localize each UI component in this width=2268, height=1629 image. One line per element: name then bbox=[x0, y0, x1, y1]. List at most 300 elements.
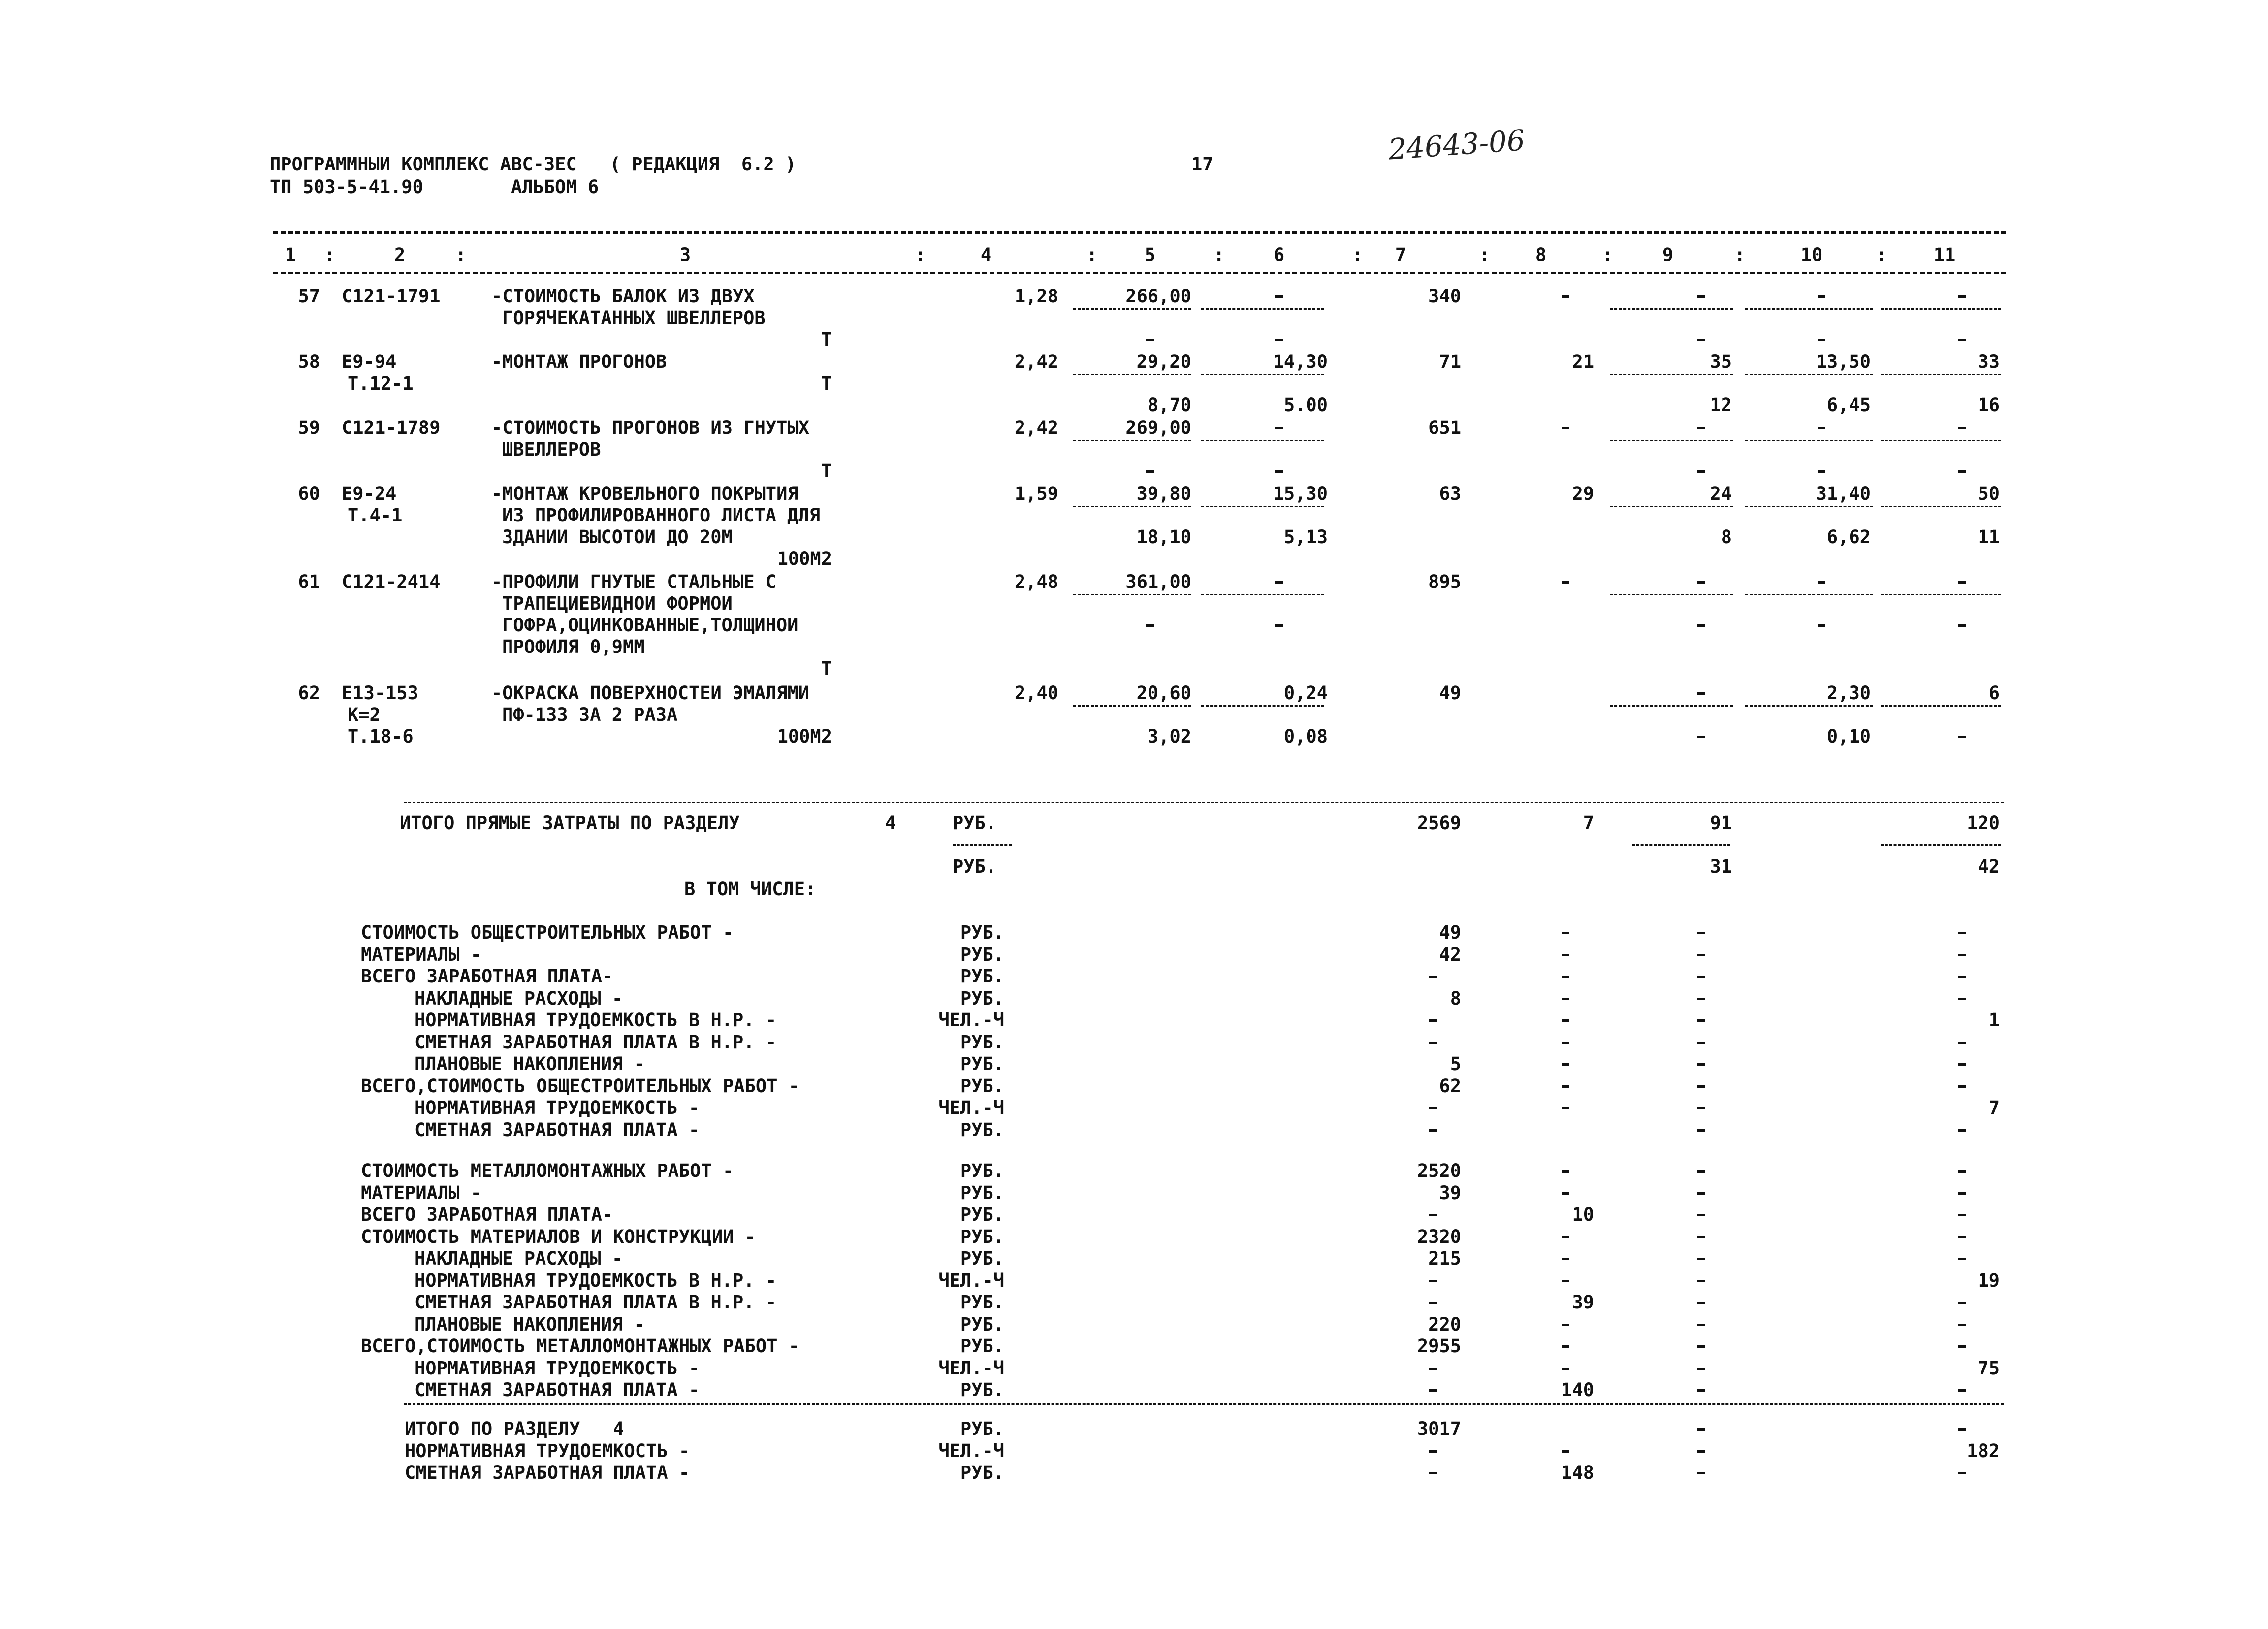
column-separator: : bbox=[1876, 244, 1887, 265]
breakdown-label: СМЕТНАЯ ЗАРАБОТНАЯ ПЛАТА - bbox=[415, 1119, 700, 1140]
cell-underline bbox=[1610, 506, 1733, 507]
cell-underline bbox=[1201, 308, 1324, 310]
cell-underline bbox=[1745, 506, 1873, 507]
unit-cost: 266,00 bbox=[1125, 286, 1191, 307]
total-cost: 895 bbox=[1428, 571, 1461, 592]
breakdown-column-9-dash bbox=[1697, 1085, 1705, 1088]
breakdown-total-dash bbox=[1429, 1389, 1437, 1392]
breakdown-column-9-dash bbox=[1697, 1280, 1705, 1282]
breakdown-total-dash bbox=[1429, 1129, 1437, 1132]
breakdown-total-dash bbox=[1429, 1280, 1437, 1282]
breakdown-label: НАКЛАДНЫЕ РАСХОДЫ - bbox=[415, 1248, 623, 1269]
total-cost: 651 bbox=[1428, 417, 1461, 438]
total-cost: 340 bbox=[1428, 286, 1461, 307]
cell-underline bbox=[1745, 594, 1873, 595]
column-separator: : bbox=[324, 244, 335, 265]
row-number: 58 bbox=[298, 351, 320, 372]
resource-code: С121-1789 bbox=[342, 417, 441, 438]
work-description: ТРАПЕЦИЕВИДНОИ ФОРМОИ bbox=[502, 593, 733, 614]
cell-underline bbox=[1881, 440, 2001, 441]
cell-underline bbox=[1073, 705, 1191, 707]
column-separator: : bbox=[1086, 244, 1098, 265]
section-total-column-11-dash bbox=[1958, 1428, 1966, 1431]
table-top-rule bbox=[273, 231, 2006, 234]
breakdown-label: СМЕТНАЯ ЗАРАБОТНАЯ ПЛАТА В Н.Р. - bbox=[415, 1292, 777, 1313]
column-10-wages: 6,45 bbox=[1826, 394, 1871, 416]
resource-code: К=2 bbox=[348, 704, 381, 725]
breakdown-unit: РУБ. bbox=[960, 1379, 1004, 1401]
resource-code: С121-2414 bbox=[342, 571, 441, 592]
column-9-value-dash bbox=[1697, 692, 1705, 695]
section-total-column-9-dash bbox=[1697, 1472, 1705, 1474]
breakdown-column-11-dash bbox=[1958, 1345, 1966, 1348]
quantity: 2,48 bbox=[1014, 571, 1058, 592]
resource-code: Т.18-6 bbox=[348, 726, 414, 747]
program-title: ПРОГРАММНЫИ КОМПЛЕКС АВС-3ЕС ( РЕДАКЦИЯ 6.2 ) bbox=[270, 154, 797, 175]
breakdown-column-9-dash bbox=[1697, 954, 1705, 956]
measure-unit: Т bbox=[821, 460, 832, 482]
breakdown-operation: 10 bbox=[1572, 1204, 1594, 1225]
work-description: ШВЕЛЛЕРОВ bbox=[502, 439, 601, 460]
column-number-1: 1 bbox=[285, 244, 296, 265]
breakdown-column-11-dash bbox=[1958, 1042, 1966, 1044]
unit-operation-wages: 5,13 bbox=[1283, 526, 1328, 548]
cell-underline bbox=[1881, 705, 2001, 707]
cell-underline bbox=[1881, 374, 2001, 375]
breakdown-column-9-dash bbox=[1697, 998, 1705, 1000]
breakdown-label: ВСЕГО,СТОИМОСТЬ МЕТАЛЛОМОНТАЖНЫХ РАБОТ - bbox=[361, 1336, 800, 1357]
breakdown-total: 49 bbox=[1439, 922, 1461, 943]
breakdown-column-11: 19 bbox=[1978, 1270, 2000, 1291]
breakdown-label: НОРМАТИВНАЯ ТРУДОЕМКОСТЬ В Н.Р. - bbox=[415, 1270, 777, 1291]
unit-cost-wages: 18,10 bbox=[1136, 526, 1191, 548]
including-heading: В ТОМ ЧИСЛЕ: bbox=[684, 879, 816, 900]
cell-underline bbox=[953, 844, 1012, 846]
breakdown-label: ВСЕГО ЗАРАБОТНАЯ ПЛАТА- bbox=[361, 1204, 613, 1225]
column-11-value: 33 bbox=[1978, 351, 2000, 372]
breakdown-total-dash bbox=[1429, 1042, 1437, 1044]
column-number-2: 2 bbox=[394, 244, 406, 265]
unit-operation-wages-dash bbox=[1275, 339, 1283, 341]
breakdown-unit: РУБ. bbox=[960, 1075, 1004, 1097]
breakdown-column-9-dash bbox=[1697, 1302, 1705, 1304]
section-total-column-9-dash bbox=[1697, 1450, 1705, 1453]
column-9-value-dash bbox=[1697, 295, 1705, 298]
operation-cost: 21 bbox=[1572, 351, 1594, 372]
breakdown-column-9-dash bbox=[1697, 1214, 1705, 1216]
column-separator: : bbox=[1602, 244, 1613, 265]
breakdown-unit: РУБ. bbox=[960, 1053, 1004, 1075]
breakdown-total: 5 bbox=[1450, 1053, 1461, 1075]
breakdown-total-dash bbox=[1429, 1302, 1437, 1304]
work-description: ПРОФИЛЯ 0,9ММ bbox=[502, 636, 645, 657]
breakdown-operation-dash bbox=[1562, 1345, 1569, 1348]
breakdown-operation-dash bbox=[1562, 1019, 1569, 1022]
cell-underline bbox=[1610, 308, 1733, 310]
unit-cost-wages: 8,70 bbox=[1147, 394, 1191, 416]
breakdown-operation-dash bbox=[1562, 1280, 1569, 1282]
total-cost: 71 bbox=[1439, 351, 1461, 372]
breakdown-operation-dash bbox=[1562, 1236, 1569, 1238]
breakdown-operation-dash bbox=[1562, 1258, 1569, 1260]
breakdown-total: 39 bbox=[1439, 1182, 1461, 1204]
breakdown-operation-dash bbox=[1562, 932, 1569, 934]
breakdown-total: 42 bbox=[1439, 944, 1461, 965]
column-10-value: 2,30 bbox=[1826, 683, 1871, 704]
column-9-wages-dash bbox=[1697, 339, 1705, 341]
column-separator: : bbox=[455, 244, 467, 265]
breakdown-unit: РУБ. bbox=[960, 922, 1004, 943]
breakdown-unit: РУБ. bbox=[960, 1313, 1004, 1335]
section-total-label: НОРМАТИВНАЯ ТРУДОЕМКОСТЬ - bbox=[405, 1440, 690, 1462]
breakdown-label: НОРМАТИВНАЯ ТРУДОЕМКОСТЬ - bbox=[415, 1097, 700, 1118]
work-description: -МОНТАЖ КРОВЕЛЬНОГО ПОКРЫТИЯ bbox=[491, 483, 799, 504]
page-number: 17 bbox=[1191, 154, 1214, 175]
resource-code: Е13-153 bbox=[342, 683, 418, 704]
breakdown-column-9-dash bbox=[1697, 976, 1705, 978]
breakdown-operation-dash bbox=[1562, 1170, 1569, 1173]
resource-code: С121-1791 bbox=[342, 286, 441, 307]
breakdown-label: ВСЕГО,СТОИМОСТЬ ОБЩЕСТРОИТЕЛЬНЫХ РАБОТ - bbox=[361, 1075, 800, 1097]
unit-cost-wages-dash bbox=[1146, 339, 1154, 341]
unit-cost: 269,00 bbox=[1125, 417, 1191, 438]
resource-code: Е9-94 bbox=[342, 351, 397, 372]
column-separator: : bbox=[1479, 244, 1490, 265]
cell-underline bbox=[1881, 506, 2001, 507]
column-11-wages-dash bbox=[1958, 470, 1966, 473]
column-10-wages-dash bbox=[1818, 470, 1825, 473]
column-separator: : bbox=[915, 244, 926, 265]
cell-underline bbox=[1073, 374, 1191, 375]
totals-column-9: 91 bbox=[1710, 813, 1732, 834]
measure-unit: 100М2 bbox=[777, 726, 832, 747]
breakdown-operation: 140 bbox=[1561, 1379, 1594, 1401]
quantity: 1,28 bbox=[1014, 286, 1058, 307]
cell-underline bbox=[1610, 374, 1733, 375]
cell-underline bbox=[1073, 594, 1191, 595]
breakdown-column-9-dash bbox=[1697, 1063, 1705, 1066]
unit-operation-wages-dash bbox=[1275, 470, 1283, 473]
work-description: -ОКРАСКА ПОВЕРХНОСТЕИ ЭМАЛЯМИ bbox=[491, 683, 810, 704]
cell-underline bbox=[1201, 374, 1324, 375]
column-11-value: 6 bbox=[1988, 683, 2000, 704]
resource-code: Т.12-1 bbox=[348, 373, 414, 394]
totals-label: ИТОГО ПРЯМЫЕ ЗАТРАТЫ ПО РАЗДЕЛУ bbox=[400, 813, 740, 834]
totals-unit: РУБ. bbox=[953, 813, 997, 834]
section-total-label: ИТОГО ПО РАЗДЕЛУ 4 bbox=[405, 1418, 624, 1439]
section-total-column-11-dash bbox=[1958, 1472, 1966, 1474]
breakdown-operation-dash bbox=[1562, 1192, 1569, 1195]
measure-unit: Т bbox=[821, 329, 832, 350]
column-9-wages-dash bbox=[1697, 470, 1705, 473]
breakdown-column-11-dash bbox=[1958, 1324, 1966, 1326]
totals-column-11-wages: 42 bbox=[1978, 856, 2000, 877]
quantity: 1,59 bbox=[1014, 483, 1058, 504]
cell-underline bbox=[1610, 705, 1733, 707]
column-9-value-dash bbox=[1697, 581, 1705, 584]
row-number: 59 bbox=[298, 417, 320, 438]
totals-top-rule bbox=[404, 802, 2004, 803]
breakdown-total: 2955 bbox=[1417, 1336, 1461, 1357]
column-11-value-dash bbox=[1958, 295, 1966, 298]
handwritten-document-code: 24643-06 bbox=[1387, 123, 1526, 166]
column-11-wages: 16 bbox=[1978, 394, 2000, 416]
breakdown-total: 2520 bbox=[1417, 1160, 1461, 1181]
breakdown-column-9-dash bbox=[1697, 1324, 1705, 1326]
column-9-value: 24 bbox=[1710, 483, 1732, 504]
cell-underline bbox=[1745, 705, 1873, 707]
work-description: ГОРЯЧЕКАТАННЫХ ШВЕЛЛЕРОВ bbox=[502, 307, 766, 328]
breakdown-column-11-dash bbox=[1958, 1192, 1966, 1195]
unit-operation-cost-dash bbox=[1275, 427, 1283, 429]
breakdown-column-9-dash bbox=[1697, 1389, 1705, 1392]
column-10-value-dash bbox=[1818, 581, 1825, 584]
column-9-wages: 8 bbox=[1721, 526, 1732, 548]
breakdown-column-11: 1 bbox=[1988, 1010, 2000, 1031]
column-number-3: 3 bbox=[679, 244, 691, 265]
breakdown-column-11-dash bbox=[1958, 932, 1966, 934]
unit-cost-wages-dash bbox=[1146, 470, 1154, 473]
section-total-column-9-dash bbox=[1697, 1428, 1705, 1431]
column-10-value: 31,40 bbox=[1816, 483, 1871, 504]
breakdown-unit: РУБ. bbox=[960, 944, 1004, 965]
breakdown-column-9-dash bbox=[1697, 1170, 1705, 1173]
breakdown-column-11: 7 bbox=[1988, 1097, 2000, 1118]
unit-operation-cost-dash bbox=[1275, 581, 1283, 584]
breakdown-label: НОРМАТИВНАЯ ТРУДОЕМКОСТЬ - bbox=[415, 1357, 700, 1379]
column-separator: : bbox=[1214, 244, 1225, 265]
section-total-operation-dash bbox=[1562, 1450, 1569, 1453]
breakdown-column-9-dash bbox=[1697, 1368, 1705, 1370]
breakdown-total: 8 bbox=[1450, 987, 1461, 1009]
breakdown-label: СМЕТНАЯ ЗАРАБОТНАЯ ПЛАТА В Н.Р. - bbox=[415, 1031, 777, 1053]
breakdown-operation-dash bbox=[1562, 1085, 1569, 1088]
cell-underline bbox=[1745, 308, 1873, 310]
totals-section-number: 4 bbox=[885, 813, 896, 834]
section-total-cost-dash bbox=[1429, 1450, 1437, 1453]
breakdown-total-dash bbox=[1429, 976, 1437, 978]
breakdown-total: 215 bbox=[1428, 1248, 1461, 1269]
breakdown-unit: ЧЕЛ.-Ч bbox=[938, 1010, 1004, 1031]
column-10-value-dash bbox=[1818, 295, 1825, 298]
breakdown-label: СМЕТНАЯ ЗАРАБОТНАЯ ПЛАТА - bbox=[415, 1379, 700, 1401]
breakdown-total: 2320 bbox=[1417, 1226, 1461, 1247]
resource-code: Т.4-1 bbox=[348, 505, 403, 526]
section-total-unit: РУБ. bbox=[960, 1462, 1004, 1483]
column-number-10: 10 bbox=[1800, 244, 1823, 265]
column-number-7: 7 bbox=[1395, 244, 1406, 265]
breakdown-column-9-dash bbox=[1697, 1345, 1705, 1348]
totals-unit: РУБ. bbox=[953, 856, 997, 877]
unit-operation-cost: 15,30 bbox=[1273, 483, 1328, 504]
work-description: -ПРОФИЛИ ГНУТЫЕ СТАЛЬНЫЕ С bbox=[491, 571, 777, 592]
breakdown-operation-dash bbox=[1562, 998, 1569, 1000]
breakdown-unit: РУБ. bbox=[960, 1336, 1004, 1357]
column-10-wages-dash bbox=[1818, 624, 1825, 627]
unit-cost-wages-dash bbox=[1146, 624, 1154, 627]
breakdown-column-9-dash bbox=[1697, 1019, 1705, 1022]
column-9-value-dash bbox=[1697, 427, 1705, 429]
column-10-value: 13,50 bbox=[1816, 351, 1871, 372]
breakdown-total: 62 bbox=[1439, 1075, 1461, 1097]
breakdown-unit: РУБ. bbox=[960, 1292, 1004, 1313]
column-10-wages-dash bbox=[1818, 339, 1825, 341]
total-cost: 49 bbox=[1439, 683, 1461, 704]
work-description: ГОФРА,ОЦИНКОВАННЫЕ,ТОЛЩИНОИ bbox=[502, 615, 799, 636]
work-description: -МОНТАЖ ПРОГОНОВ bbox=[491, 351, 667, 372]
breakdown-operation-dash bbox=[1562, 1368, 1569, 1370]
unit-cost: 39,80 bbox=[1136, 483, 1191, 504]
column-number-5: 5 bbox=[1144, 244, 1156, 265]
column-9-wages-dash bbox=[1697, 624, 1705, 627]
breakdown-operation-dash bbox=[1562, 1107, 1569, 1109]
unit-cost: 20,60 bbox=[1136, 683, 1191, 704]
column-9-value: 35 bbox=[1710, 351, 1732, 372]
totals-operation-cost: 7 bbox=[1583, 813, 1594, 834]
breakdown-column-9-dash bbox=[1697, 1192, 1705, 1195]
column-number-11: 11 bbox=[1933, 244, 1956, 265]
column-11-value-dash bbox=[1958, 427, 1966, 429]
breakdown-label: ПЛАНОВЫЕ НАКОПЛЕНИЯ - bbox=[415, 1313, 645, 1335]
section-total-cost-dash bbox=[1429, 1472, 1437, 1474]
work-description: -СТОИМОСТЬ ПРОГОНОВ ИЗ ГНУТЫХ bbox=[491, 417, 810, 438]
unit-operation-cost: 0,24 bbox=[1283, 683, 1328, 704]
row-number: 60 bbox=[298, 483, 320, 504]
column-number-6: 6 bbox=[1273, 244, 1285, 265]
cell-underline bbox=[1201, 440, 1324, 441]
breakdown-total-dash bbox=[1429, 1019, 1437, 1022]
breakdown-unit: РУБ. bbox=[960, 1119, 1004, 1140]
breakdown-column-9-dash bbox=[1697, 1042, 1705, 1044]
unit-cost: 361,00 bbox=[1125, 571, 1191, 592]
unit-operation-wages: 5.00 bbox=[1283, 394, 1328, 416]
column-number-9: 9 bbox=[1662, 244, 1674, 265]
project-reference: ТП 503-5-41.90 АЛЬБОМ 6 bbox=[270, 176, 599, 197]
breakdown-unit: ЧЕЛ.-Ч bbox=[938, 1270, 1004, 1291]
column-11-value: 50 bbox=[1978, 483, 2000, 504]
unit-cost: 29,20 bbox=[1136, 351, 1191, 372]
section-total-cost: 3017 bbox=[1417, 1418, 1461, 1439]
breakdown-label: СТОИМОСТЬ ОБЩЕСТРОИТЕЛЬНЫХ РАБОТ - bbox=[361, 922, 734, 943]
breakdown-label: СТОИМОСТЬ МЕТАЛЛОМОНТАЖНЫХ РАБОТ - bbox=[361, 1160, 734, 1181]
unit-operation-cost: 14,30 bbox=[1273, 351, 1328, 372]
column-9-wages-dash bbox=[1697, 736, 1705, 738]
measure-unit: 100М2 bbox=[777, 548, 832, 569]
section-total-operation: 148 bbox=[1561, 1462, 1594, 1483]
breakdown-column-11-dash bbox=[1958, 954, 1966, 956]
breakdown-total-dash bbox=[1429, 1368, 1437, 1370]
breakdown-unit: РУБ. bbox=[960, 1031, 1004, 1053]
column-11-wages-dash bbox=[1958, 736, 1966, 738]
breakdown-total-dash bbox=[1429, 1107, 1437, 1109]
column-10-wages: 6,62 bbox=[1826, 526, 1871, 548]
breakdown-column-9-dash bbox=[1697, 932, 1705, 934]
breakdown-unit: РУБ. bbox=[960, 987, 1004, 1009]
breakdown-column-11-dash bbox=[1958, 1063, 1966, 1066]
unit-operation-wages: 0,08 bbox=[1283, 726, 1328, 747]
measure-unit: Т bbox=[821, 373, 832, 394]
breakdown-unit: РУБ. bbox=[960, 1182, 1004, 1204]
work-description: -СТОИМОСТЬ БАЛОК ИЗ ДВУХ bbox=[491, 286, 755, 307]
breakdown-column-9-dash bbox=[1697, 1236, 1705, 1238]
cell-underline bbox=[1745, 440, 1873, 441]
column-11-wages-dash bbox=[1958, 624, 1966, 627]
breakdown-operation-dash bbox=[1562, 1324, 1569, 1326]
section-total-label: СМЕТНАЯ ЗАРАБОТНАЯ ПЛАТА - bbox=[405, 1462, 690, 1483]
work-description: ИЗ ПРОФИЛИРОВАННОГО ЛИСТА ДЛЯ bbox=[502, 505, 821, 526]
cell-underline bbox=[1881, 844, 2001, 846]
totals-cost: 2569 bbox=[1417, 813, 1461, 834]
breakdown-column-9-dash bbox=[1697, 1107, 1705, 1109]
total-cost: 63 bbox=[1439, 483, 1461, 504]
unit-cost-wages: 3,02 bbox=[1147, 726, 1191, 747]
breakdown-column-9-dash bbox=[1697, 1258, 1705, 1260]
column-10-wages: 0,10 bbox=[1826, 726, 1871, 747]
operation-cost-dash bbox=[1562, 427, 1569, 429]
cell-underline bbox=[1201, 705, 1324, 707]
operation-cost-dash bbox=[1562, 295, 1569, 298]
breakdown-total: 220 bbox=[1428, 1313, 1461, 1335]
cell-underline bbox=[1881, 308, 2001, 310]
breakdown-operation-dash bbox=[1562, 1063, 1569, 1066]
section-total-rule bbox=[404, 1403, 2004, 1405]
breakdown-column-11-dash bbox=[1958, 1214, 1966, 1216]
breakdown-column-11-dash bbox=[1958, 1129, 1966, 1132]
breakdown-column-11-dash bbox=[1958, 1085, 1966, 1088]
cell-underline bbox=[1610, 440, 1733, 441]
resource-code: Е9-24 bbox=[342, 483, 397, 504]
cell-underline bbox=[1073, 506, 1191, 507]
breakdown-label: МАТЕРИАЛЫ - bbox=[361, 1182, 482, 1204]
totals-column-9-wages: 31 bbox=[1710, 856, 1732, 877]
breakdown-column-11-dash bbox=[1958, 1170, 1966, 1173]
column-9-wages: 12 bbox=[1710, 394, 1732, 416]
cell-underline bbox=[1073, 308, 1191, 310]
column-separator: : bbox=[1734, 244, 1746, 265]
breakdown-operation-dash bbox=[1562, 954, 1569, 956]
breakdown-total-dash bbox=[1429, 1214, 1437, 1216]
column-10-value-dash bbox=[1818, 427, 1825, 429]
breakdown-unit: РУБ. bbox=[960, 1204, 1004, 1225]
quantity: 2,40 bbox=[1014, 683, 1058, 704]
breakdown-operation-dash bbox=[1562, 976, 1569, 978]
column-number-8: 8 bbox=[1535, 244, 1547, 265]
row-number: 62 bbox=[298, 683, 320, 704]
breakdown-column-11-dash bbox=[1958, 998, 1966, 1000]
section-total-column-11: 182 bbox=[1967, 1440, 2000, 1462]
breakdown-column-11-dash bbox=[1958, 1258, 1966, 1260]
breakdown-column-11: 75 bbox=[1978, 1357, 2000, 1379]
quantity: 2,42 bbox=[1014, 351, 1058, 372]
breakdown-operation: 39 bbox=[1572, 1292, 1594, 1313]
row-number: 61 bbox=[298, 571, 320, 592]
breakdown-label: МАТЕРИАЛЫ - bbox=[361, 944, 482, 965]
table-header-rule bbox=[273, 272, 2006, 274]
row-number: 57 bbox=[298, 286, 320, 307]
breakdown-label: СТОИМОСТЬ МАТЕРИАЛОВ И КОНСТРУКЦИИ - bbox=[361, 1226, 756, 1247]
breakdown-column-11-dash bbox=[1958, 1236, 1966, 1238]
breakdown-unit: ЧЕЛ.-Ч bbox=[938, 1357, 1004, 1379]
unit-operation-wages-dash bbox=[1275, 624, 1283, 627]
cell-underline bbox=[1632, 844, 1730, 846]
cell-underline bbox=[1073, 440, 1191, 441]
breakdown-label: НАКЛАДНЫЕ РАСХОДЫ - bbox=[415, 987, 623, 1009]
operation-cost: 29 bbox=[1572, 483, 1594, 504]
totals-column-11: 120 bbox=[1967, 813, 2000, 834]
column-11-wages: 11 bbox=[1978, 526, 2000, 548]
section-total-unit: ЧЕЛ.-Ч bbox=[938, 1440, 1004, 1462]
unit-operation-cost-dash bbox=[1275, 295, 1283, 298]
